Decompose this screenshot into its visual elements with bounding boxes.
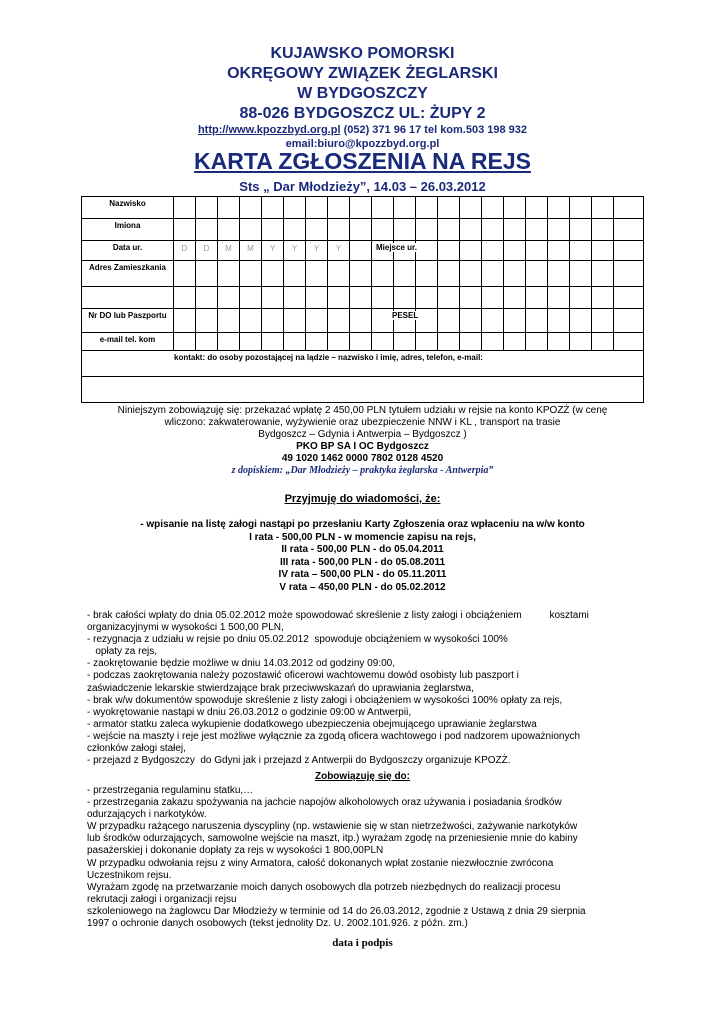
dob-digit-cell[interactable]: Y — [306, 241, 328, 260]
input-cell[interactable] — [372, 333, 394, 350]
organization-header — [0, 44, 725, 124]
input-cell[interactable] — [394, 287, 416, 308]
input-cell[interactable] — [262, 287, 284, 308]
rate-line: II rata - 500,00 PLN - do 05.04.2011 — [281, 544, 444, 556]
obligation-line: szkoleniowego na żaglowcu Dar Młodzieży w terminie od 14 do 26.03.2012, zgodnie z Ustawą z dnia 29 sierpnia — [87, 905, 586, 917]
transfer-note: z dopiskiem: „Dar Młodzieży – praktyka żeglarska - Antwerpia” — [231, 465, 494, 476]
input-cell[interactable] — [328, 287, 350, 308]
term-line: - brak całości wpłaty do dnia 05.02.2012 może spowodować skreślenie z listy załogi i obciążeniem kosztami — [87, 610, 589, 621]
input-cell[interactable] — [262, 309, 284, 332]
input-cell[interactable] — [460, 287, 482, 308]
input-cell[interactable] — [548, 333, 570, 350]
input-cell[interactable] — [284, 287, 306, 308]
input-cell[interactable] — [372, 197, 394, 218]
contact-info — [0, 123, 725, 151]
header-line: 88-026 BYDGOSZCZ UL: ŻUPY 2 — [239, 105, 486, 122]
input-cell[interactable] — [482, 309, 504, 332]
input-cell[interactable] — [284, 333, 306, 350]
input-cell[interactable] — [438, 219, 460, 240]
email-row[interactable] — [82, 333, 643, 351]
input-cell[interactable] — [460, 309, 482, 332]
phone-text: (052) 371 96 17 tel kom.503 198 932 — [340, 124, 528, 136]
website-link[interactable]: http://www.kpozzbyd.org.pl — [197, 124, 341, 136]
header-line: W BYDGOSZCZY — [297, 85, 428, 102]
obligation-line: W przypadku rażącego naruszenia dyscypliny (np. wstawienie się w stan nietrzeźwości, zażywanie narkotyków — [87, 821, 578, 833]
obligation-line: Wyrażam zgodę na przetwarzanie moich danych osobowych dla potrzeb niezbędnych do realizacji procesu — [87, 881, 561, 893]
rate-line: III rata - 500,00 PLN - do 05.08.2011 — [279, 556, 446, 568]
input-cell[interactable] — [570, 287, 592, 308]
input-cell[interactable] — [284, 309, 306, 332]
input-cell[interactable] — [196, 219, 218, 240]
input-cell[interactable] — [592, 309, 614, 332]
input-cell[interactable] — [306, 287, 328, 308]
input-cell[interactable] — [218, 287, 240, 308]
payment-info — [0, 405, 725, 477]
page-title: KARTA ZGŁOSZENIA NA REJS — [194, 148, 531, 174]
input-cell[interactable] — [372, 287, 394, 308]
input-cell[interactable] — [372, 261, 394, 286]
surname-cells[interactable] — [174, 197, 643, 218]
input-cell[interactable] — [284, 261, 306, 286]
input-cell[interactable] — [460, 333, 482, 350]
input-cell[interactable] — [482, 287, 504, 308]
obligation-line: Uczestnikom rejsu. — [87, 869, 172, 881]
input-cell[interactable] — [504, 309, 526, 332]
input-cell[interactable] — [416, 333, 438, 350]
input-cell[interactable] — [196, 287, 218, 308]
dob-digit-cell[interactable]: Y — [284, 241, 306, 260]
input-cell[interactable] — [196, 333, 218, 350]
input-cell[interactable] — [350, 197, 372, 218]
term-line: - rezygnacja z udziału w rejsie po dniu 05.02.2012 spowoduje obciążeniem w wysokości 100% — [87, 634, 508, 646]
input-cell[interactable] — [526, 241, 548, 260]
input-cell[interactable] — [460, 197, 482, 218]
term-line: - zaokrętowanie będzie możliwe w dniu 14.03.2012 od godziny 09:00, — [87, 658, 395, 670]
input-cell[interactable] — [548, 287, 570, 308]
input-cell[interactable] — [240, 219, 262, 240]
input-cell[interactable] — [240, 261, 262, 286]
term-line: - przejazd z Bydgoszczy do Gdyni jak i przejazd z Antwerpii do Bydgoszczy organizuje KPOZŻ. — [87, 755, 511, 767]
input-cell[interactable] — [570, 261, 592, 286]
surname-row[interactable] — [82, 197, 643, 219]
input-cell[interactable] — [614, 241, 636, 260]
input-cell[interactable] — [394, 333, 416, 350]
input-cell[interactable] — [438, 197, 460, 218]
address-cells[interactable] — [174, 287, 643, 308]
term-line: członków załogi stałej, — [87, 743, 186, 755]
input-cell[interactable] — [416, 261, 438, 286]
input-cell[interactable] — [218, 197, 240, 218]
contact-row[interactable] — [82, 351, 643, 377]
input-cell[interactable] — [592, 241, 614, 260]
obligation-line: - przestrzegania regulaminu statku,… — [87, 785, 254, 796]
input-cell[interactable] — [548, 261, 570, 286]
terms-list — [87, 610, 647, 767]
input-cell[interactable] — [262, 261, 284, 286]
input-cell[interactable] — [570, 333, 592, 350]
header-line: KUJAWSKO POMORSKI — [270, 45, 455, 62]
input-cell[interactable] — [240, 333, 262, 350]
surname-label: Nazwisko — [82, 197, 174, 218]
dob-digit-cell[interactable]: D — [174, 241, 196, 260]
input-cell[interactable] — [482, 197, 504, 218]
input-cell[interactable] — [174, 219, 196, 240]
input-cell[interactable] — [416, 287, 438, 308]
rate-line: I rata - 500,00 PLN - w momencie zapisu na rejs, — [249, 531, 476, 543]
input-cell[interactable] — [240, 197, 262, 218]
input-cell[interactable] — [196, 309, 218, 332]
bank-name: PKO BP SA I OC Bydgoszcz — [296, 441, 429, 452]
input-cell[interactable] — [482, 333, 504, 350]
input-cell[interactable] — [482, 261, 504, 286]
input-cell[interactable] — [548, 309, 570, 332]
input-cell[interactable] — [262, 197, 284, 218]
input-cell[interactable] — [526, 197, 548, 218]
input-cell[interactable] — [284, 197, 306, 218]
input-cell[interactable] — [482, 241, 504, 260]
input-cell[interactable] — [416, 197, 438, 218]
input-cell[interactable] — [438, 261, 460, 286]
input-cell[interactable] — [570, 241, 592, 260]
input-cell[interactable] — [504, 333, 526, 350]
input-cell[interactable] — [416, 241, 438, 260]
email-cells[interactable] — [174, 333, 643, 350]
header-line: OKRĘGOWY ZWIĄZEK ŻEGLARSKI — [227, 65, 498, 82]
input-cell[interactable] — [174, 309, 196, 332]
input-cell[interactable] — [614, 287, 636, 308]
rate-line: V rata – 450,00 PLN - do 05.02.2012 — [279, 581, 446, 593]
obligation-line: lub środków odurzających, samowolne wejście na maszt, itp.) wyrażam zgodę na przeniesienie mnie do kabiny — [87, 833, 578, 845]
email-tel-label: e-mail tel. kom — [82, 333, 174, 350]
term-line: - wyokrętowanie nastąpi w dniu 26.03.2012 o godzinie 09:00 w Antwerpii, — [87, 706, 412, 718]
page-subtitle: Sts „ Dar Młodzieży”, 14.03 – 26.03.2012 — [239, 179, 486, 194]
birthplace-label: Miejsce ur. — [376, 243, 417, 252]
ack-title: Przyjmuję do wiadomości, że: — [284, 493, 441, 505]
input-cell[interactable] — [218, 333, 240, 350]
obligations-title: Zobowiązuję się do: — [314, 771, 410, 782]
input-cell[interactable] — [174, 261, 196, 286]
payment-line: Niniejszym zobowiązuję się: przekazać wpłatę 2 450,00 PLN tytułem udziału w rejsie na konto KPOZŻ (w cenę — [117, 405, 608, 416]
input-cell[interactable] — [614, 197, 636, 218]
input-cell[interactable] — [328, 197, 350, 218]
input-cell[interactable] — [240, 309, 262, 332]
input-cell[interactable] — [504, 241, 526, 260]
input-cell[interactable] — [592, 287, 614, 308]
term-line: - podczas zaokrętowania należy pozostawić oficerowi wachtowemu dowód osobisty lub paszport i — [87, 670, 519, 682]
input-cell[interactable] — [504, 287, 526, 308]
contact-label: kontakt: do osoby pozostającej na lądzie – nazwisko i imię, adres, telefon, e-mail: — [174, 353, 483, 362]
input-cell[interactable] — [438, 287, 460, 308]
input-cell[interactable] — [174, 333, 196, 350]
names-cells[interactable] — [174, 219, 643, 240]
input-cell[interactable] — [438, 333, 460, 350]
dob-digit-cell[interactable]: M — [240, 241, 262, 260]
input-cell[interactable] — [592, 333, 614, 350]
term-line: - brak w/w dokumentów spowoduje skreślenie z listy załogi i obciążeniem w wysokości 100% opłaty za rejs, — [87, 694, 563, 706]
input-cell[interactable] — [504, 261, 526, 286]
term-line: zaświadczenie lekarskie stwierdzające brak przeciwwskazań do uprawiania żeglarstwa, — [87, 682, 474, 694]
input-cell[interactable] — [218, 261, 240, 286]
input-cell[interactable] — [438, 309, 460, 332]
id-row[interactable] — [82, 309, 643, 333]
input-cell[interactable] — [350, 333, 372, 350]
input-cell[interactable] — [306, 309, 328, 332]
rate-line: IV rata – 500,00 PLN - do 05.11.2011 — [278, 569, 447, 581]
input-cell[interactable] — [174, 287, 196, 308]
input-cell[interactable] — [394, 197, 416, 218]
email-text: email:biuro@kpozzbyd.org.pl — [285, 138, 440, 150]
input-cell[interactable] — [526, 261, 548, 286]
input-cell[interactable] — [416, 219, 438, 240]
input-cell[interactable] — [328, 261, 350, 286]
address-row-2[interactable] — [82, 287, 643, 309]
id-label: Nr DO lub Paszportu — [82, 309, 174, 332]
input-cell[interactable] — [592, 261, 614, 286]
input-cell[interactable] — [592, 197, 614, 218]
dob-digit-cell[interactable]: D — [196, 241, 218, 260]
input-cell[interactable] — [526, 309, 548, 332]
input-cell[interactable] — [548, 241, 570, 260]
term-line: - wejście na maszty i reje jest możliwe wyłącznie za zgodą oficera wachtowego i pod nadzorem upoważnionych — [87, 730, 581, 742]
input-cell[interactable] — [504, 219, 526, 240]
dob-digit-cell[interactable]: M — [218, 241, 240, 260]
input-cell[interactable] — [592, 219, 614, 240]
input-cell[interactable] — [196, 261, 218, 286]
input-cell[interactable] — [460, 261, 482, 286]
input-cell[interactable] — [548, 219, 570, 240]
input-cell[interactable] — [328, 219, 350, 240]
input-cell[interactable] — [570, 219, 592, 240]
input-cell[interactable] — [350, 219, 372, 240]
signature-label: data i podpis — [332, 937, 393, 949]
input-cell[interactable] — [394, 219, 416, 240]
obligation-line: 1997 o ochronie danych osobowych (tekst jednolity Dz. U. 2002.101.926. z późn. zm.) — [87, 918, 468, 930]
dob-digit-cell[interactable]: Y — [262, 241, 284, 260]
input-cell[interactable] — [460, 219, 482, 240]
input-cell[interactable] — [306, 333, 328, 350]
input-cell[interactable] — [372, 219, 394, 240]
payment-line: wliczono: zakwaterowanie, wyżywienie oraz ubezpieczenie NNW i KL , transport na trasie — [164, 417, 561, 428]
input-cell[interactable] — [218, 219, 240, 240]
input-cell[interactable] — [438, 241, 460, 260]
dob-row[interactable] — [82, 241, 643, 261]
address-label: Adres Zamieszkania — [82, 261, 174, 309]
input-cell[interactable] — [218, 309, 240, 332]
obligation-line: pasażerskiej i dokonanie dopłaty za rejs w wysokości 1 800,00PLN — [87, 845, 384, 857]
input-cell[interactable] — [614, 261, 636, 286]
input-cell[interactable] — [394, 261, 416, 286]
obligation-line: - przestrzegania zakazu spożywania na jachcie napojów alkoholowych oraz używania i posiadania środków — [87, 797, 562, 809]
obligation-line: odurzających i narkotyków. — [87, 809, 207, 821]
names-label: Imiona — [82, 219, 174, 240]
obligations-list — [87, 785, 647, 930]
input-cell[interactable] — [482, 219, 504, 240]
input-cell[interactable] — [614, 309, 636, 332]
input-cell[interactable] — [460, 241, 482, 260]
input-cell[interactable] — [284, 219, 306, 240]
input-cell[interactable] — [504, 197, 526, 218]
input-cell[interactable] — [262, 333, 284, 350]
payment-line: Bydgoszcz – Gdynia i Antwerpia – Bydgoszcz ) — [258, 429, 467, 440]
dob-label: Data ur. — [82, 241, 174, 260]
registration-form — [81, 196, 644, 403]
input-cell[interactable] — [548, 197, 570, 218]
input-cell[interactable] — [526, 333, 548, 350]
term-line: - armator statku zaleca wykupienie dodatkowego ubezpieczenia obejmującego uprawianie żeglarstwa — [87, 718, 537, 730]
bank-account: 49 1020 1462 0000 7802 0128 4520 — [281, 453, 444, 464]
address-cells[interactable] — [174, 261, 643, 286]
obligation-line: rekrutacji załogi i organizacji rejsu — [87, 893, 237, 905]
dob-digit-cell[interactable]: Y — [328, 241, 350, 260]
input-cell[interactable] — [350, 261, 372, 286]
input-cell[interactable] — [614, 219, 636, 240]
contact-fill-row[interactable] — [82, 377, 643, 402]
obligation-line: W przypadku odwołania rejsu z winy Armatora, całość dokonanych wpłat zostanie niezwłocznie zwrócona — [87, 857, 554, 869]
input-cell[interactable] — [350, 309, 372, 332]
input-cell[interactable] — [328, 333, 350, 350]
input-cell[interactable] — [306, 219, 328, 240]
input-cell[interactable] — [570, 197, 592, 218]
input-cell[interactable] — [350, 241, 372, 260]
input-cell[interactable] — [570, 309, 592, 332]
input-cell[interactable] — [262, 219, 284, 240]
term-line: opłaty za rejs, — [87, 646, 158, 658]
input-cell[interactable] — [526, 219, 548, 240]
input-cell[interactable] — [350, 287, 372, 308]
input-cell[interactable] — [196, 197, 218, 218]
pesel-label: PESEL — [392, 311, 419, 320]
rates-list — [0, 519, 725, 595]
input-cell[interactable] — [328, 309, 350, 332]
input-cell[interactable] — [526, 287, 548, 308]
names-row[interactable] — [82, 219, 643, 241]
address-row-1[interactable] — [82, 261, 643, 287]
input-cell[interactable] — [306, 197, 328, 218]
input-cell[interactable] — [614, 333, 636, 350]
rate-line: - wpisanie na listę załogi nastąpi po przesłaniu Karty Zgłoszenia oraz wpłaceniu na w/w konto — [140, 519, 585, 530]
input-cell[interactable] — [306, 261, 328, 286]
input-cell[interactable] — [240, 287, 262, 308]
input-cell[interactable] — [174, 197, 196, 218]
term-line: organizacyjnymi w wysokości 1 500,00 PLN, — [87, 622, 284, 634]
